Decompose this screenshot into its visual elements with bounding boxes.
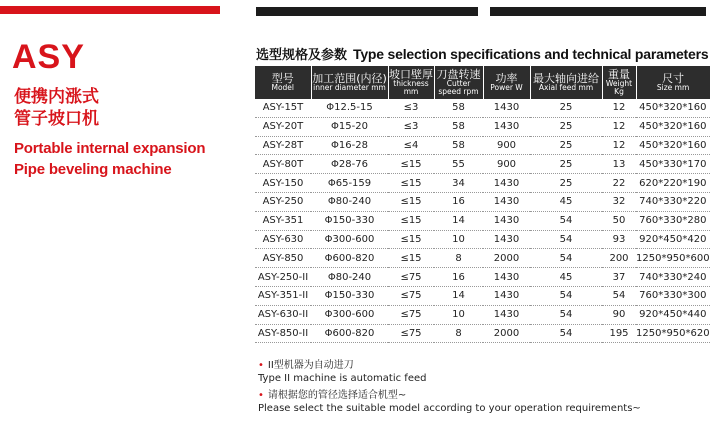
- table-cell: ≤75: [388, 286, 434, 305]
- table-cell: ≤3: [388, 117, 434, 136]
- table-cell: ≤75: [388, 305, 434, 324]
- table-cell: 16: [434, 192, 483, 211]
- table-cell: 54: [530, 305, 602, 324]
- table-cell: 1250*950*600: [636, 249, 710, 268]
- table-cell: 54: [530, 286, 602, 305]
- red-accent-bar: [0, 6, 220, 14]
- table-cell: 22: [602, 174, 636, 193]
- table-cell: 1250*950*620: [636, 324, 710, 343]
- spec-table: [255, 66, 710, 343]
- table-cell: 1430: [483, 211, 530, 230]
- table-cell: 54: [530, 324, 602, 343]
- table-cell: 45: [530, 268, 602, 287]
- table-cell: 1430: [483, 305, 530, 324]
- table-cell: 10: [434, 230, 483, 249]
- spec-heading-cn: 选型规格及参数: [256, 48, 348, 63]
- table-cell: Φ15-20: [311, 117, 388, 136]
- column-header: [311, 66, 388, 99]
- column-header-cn: 坡口壁厚: [389, 67, 433, 81]
- table-cell: 620*220*190: [636, 174, 710, 193]
- table-cell: ASY-351: [255, 211, 311, 230]
- table-cell: 2000: [483, 249, 530, 268]
- column-header: [602, 66, 636, 99]
- table-cell: 900: [483, 155, 530, 174]
- table-cell: 740*330*240: [636, 268, 710, 287]
- table-body: [255, 99, 710, 343]
- product-name-en-line2: Pipe beveling machine: [14, 161, 172, 178]
- table-cell: 1430: [483, 117, 530, 136]
- table-cell: Φ16-28: [311, 136, 388, 155]
- column-header: [255, 66, 311, 99]
- table-cell: 37: [602, 268, 636, 287]
- table-cell: 920*450*440: [636, 305, 710, 324]
- table-cell: 450*320*160: [636, 117, 710, 136]
- table-cell: 25: [530, 117, 602, 136]
- table-row: [255, 117, 710, 136]
- table-cell: 14: [434, 211, 483, 230]
- table-cell: 45: [530, 192, 602, 211]
- table-cell: 920*450*420: [636, 230, 710, 249]
- note-bullet: •: [258, 390, 264, 401]
- table-cell: ASY-80T: [255, 155, 311, 174]
- table-row: [255, 155, 710, 174]
- table-cell: 54: [530, 249, 602, 268]
- dark-accent-bar-right: [490, 7, 706, 16]
- spec-heading: [256, 44, 708, 63]
- table-header-row: [255, 66, 710, 99]
- product-name-en-line1: Portable internal expansion: [14, 140, 206, 157]
- column-header-cn: 刀盘转速: [436, 67, 481, 81]
- table-cell: 58: [434, 99, 483, 117]
- table-cell: 760*330*300: [636, 286, 710, 305]
- table-row: [255, 286, 710, 305]
- table-cell: Φ300-600: [311, 305, 388, 324]
- table-cell: ASY-250: [255, 192, 311, 211]
- product-name-cn-line1: 便携内涨式: [14, 87, 99, 107]
- column-header-cn: 重量: [608, 67, 630, 81]
- column-header-cn: 尺寸: [662, 71, 685, 85]
- table-cell: 54: [602, 286, 636, 305]
- column-header-en: inner diameter mm: [313, 83, 386, 93]
- table-cell: 54: [530, 230, 602, 249]
- table-cell: 200: [602, 249, 636, 268]
- column-header-en: Power W: [490, 83, 523, 93]
- table-cell: 50: [602, 211, 636, 230]
- column-header: [483, 66, 530, 99]
- table-cell: ≤3: [388, 99, 434, 117]
- column-header-cn: 最大轴向进给: [533, 71, 599, 85]
- table-cell: 450*320*160: [636, 136, 710, 155]
- table-cell: Φ80-240: [311, 268, 388, 287]
- note-type-ii: [258, 360, 426, 385]
- table-cell: ≤15: [388, 192, 434, 211]
- table-cell: 93: [602, 230, 636, 249]
- table-cell: Φ600-820: [311, 324, 388, 343]
- table-cell: 8: [434, 324, 483, 343]
- table-cell: 25: [530, 136, 602, 155]
- table-cell: Φ150-330: [311, 286, 388, 305]
- table-cell: 58: [434, 117, 483, 136]
- table-cell: 740*330*220: [636, 192, 710, 211]
- note-cn: II型机器为自动进刀: [267, 360, 354, 371]
- table-cell: ≤4: [388, 136, 434, 155]
- table-cell: Φ300-600: [311, 230, 388, 249]
- table-cell: ≤15: [388, 211, 434, 230]
- table-row: [255, 305, 710, 324]
- table-cell: 34: [434, 174, 483, 193]
- table-cell: 195: [602, 324, 636, 343]
- table-cell: ASY-150: [255, 174, 311, 193]
- table-cell: 13: [602, 155, 636, 174]
- column-header: [388, 66, 434, 99]
- table-cell: ASY-15T: [255, 99, 311, 117]
- column-header: [636, 66, 710, 99]
- column-header-en: thickness mm: [393, 79, 429, 97]
- table-row: [255, 230, 710, 249]
- table-cell: 10: [434, 305, 483, 324]
- table-row: [255, 249, 710, 268]
- table-row: [255, 268, 710, 287]
- table-row: [255, 99, 710, 117]
- table-cell: 1430: [483, 230, 530, 249]
- note-bullet: •: [258, 360, 264, 371]
- table-cell: ≤75: [388, 324, 434, 343]
- table-cell: ≤15: [388, 155, 434, 174]
- table-cell: 25: [530, 174, 602, 193]
- table-cell: 25: [530, 99, 602, 117]
- table-cell: ASY-20T: [255, 117, 311, 136]
- table-cell: 90: [602, 305, 636, 324]
- table-row: [255, 192, 710, 211]
- table-cell: Φ28-76: [311, 155, 388, 174]
- note-cn: 请根据您的管径选择适合机型~: [267, 390, 407, 401]
- column-header-cn: 功率: [495, 71, 518, 85]
- column-header-en: Cutter speed rpm: [438, 79, 479, 97]
- note-select-model: [258, 390, 641, 415]
- product-name-cn-line2: 管子坡口机: [14, 109, 99, 129]
- table-cell: 1430: [483, 192, 530, 211]
- column-header-en: Model: [271, 83, 295, 93]
- table-cell: 16: [434, 268, 483, 287]
- table-cell: ≤75: [388, 268, 434, 287]
- column-header-en: Axial feed mm: [538, 83, 594, 93]
- table-cell: 32: [602, 192, 636, 211]
- table-cell: Φ65-159: [311, 174, 388, 193]
- table-cell: 450*320*160: [636, 99, 710, 117]
- table-cell: ASY-850: [255, 249, 311, 268]
- table-cell: 900: [483, 136, 530, 155]
- table-cell: ≤15: [388, 174, 434, 193]
- table-row: [255, 174, 710, 193]
- table-cell: 12: [602, 136, 636, 155]
- table-cell: ASY-850-II: [255, 324, 311, 343]
- table-cell: ≤15: [388, 230, 434, 249]
- table-cell: ASY-351-II: [255, 286, 311, 305]
- note-en: Please select the suitable model according to your operation requirements~: [258, 402, 641, 414]
- table-cell: 58: [434, 136, 483, 155]
- spec-heading-en: Type selection specifications and technical parameters: [353, 46, 709, 62]
- note-en: Type II machine is automatic feed: [258, 372, 427, 384]
- column-header-en: Weight Kg: [605, 79, 633, 97]
- column-header-cn: 型号: [271, 71, 294, 85]
- table-row: [255, 211, 710, 230]
- table-cell: ≤15: [388, 249, 434, 268]
- table-cell: Φ150-330: [311, 211, 388, 230]
- table-cell: ASY-630-II: [255, 305, 311, 324]
- column-header-en: Size mm: [656, 83, 690, 93]
- table-cell: 54: [530, 211, 602, 230]
- dark-accent-bar-left: [256, 7, 478, 16]
- table-cell: 1430: [483, 174, 530, 193]
- column-header: [530, 66, 602, 99]
- table-cell: ASY-28T: [255, 136, 311, 155]
- table-cell: 1430: [483, 99, 530, 117]
- table-cell: ASY-250-II: [255, 268, 311, 287]
- table-cell: 760*330*280: [636, 211, 710, 230]
- table-row: [255, 324, 710, 343]
- table-cell: 1430: [483, 286, 530, 305]
- table-cell: 450*330*170: [636, 155, 710, 174]
- table-cell: Φ600-820: [311, 249, 388, 268]
- table-cell: 1430: [483, 268, 530, 287]
- table-row: [255, 136, 710, 155]
- table-cell: 2000: [483, 324, 530, 343]
- table-cell: 8: [434, 249, 483, 268]
- table-cell: Φ12.5-15: [311, 99, 388, 117]
- model-series-title: ASY: [12, 38, 85, 76]
- table-cell: 12: [602, 99, 636, 117]
- column-header: [434, 66, 483, 99]
- table-cell: Φ80-240: [311, 192, 388, 211]
- table-cell: 12: [602, 117, 636, 136]
- table-cell: 55: [434, 155, 483, 174]
- table-cell: 14: [434, 286, 483, 305]
- table-cell: ASY-630: [255, 230, 311, 249]
- table-cell: 25: [530, 155, 602, 174]
- column-header-cn: 加工范围(内径): [312, 71, 387, 85]
